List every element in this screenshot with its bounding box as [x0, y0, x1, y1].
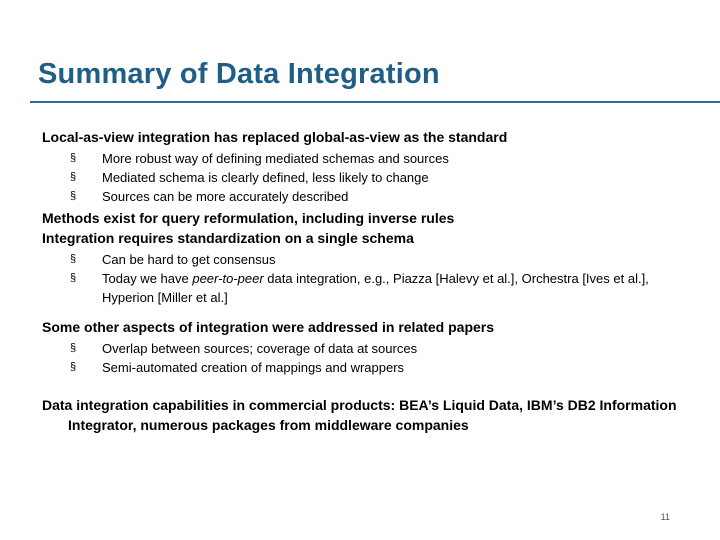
sub-list-1 [42, 149, 692, 206]
square-bullet-icon: § [69, 152, 77, 164]
square-bullet-icon: § [69, 253, 77, 265]
sub-item: § More robust way of defining mediated schemas and sources [66, 149, 692, 168]
peer-to-peer-emphasis: peer-to-peer [192, 271, 264, 286]
sub-item: § Semi-automated creation of mappings and wrappers [66, 358, 692, 377]
page-number: 11 [660, 512, 670, 522]
title-underline [30, 101, 720, 103]
point-commercial-products: Data integration capabilities in commercial products: BEA’s Liquid Data, IBM’s DB2 Information Integrator, numerous packages from middleware companies [42, 397, 677, 433]
square-bullet-icon: § [69, 190, 77, 202]
sub-item: § Mediated schema is clearly defined, less likely to change [66, 168, 692, 187]
point-query-reformulation: Methods exist for query reformulation, including inverse rules [42, 210, 455, 226]
point-other-aspects: Some other aspects of integration were addressed in related papers [42, 319, 495, 335]
sub-item: § Can be hard to get consensus [66, 250, 692, 269]
sub-list-2 [42, 250, 692, 307]
sub-list-3 [42, 339, 692, 377]
square-bullet-icon: § [69, 171, 77, 183]
sub-item: § Sources can be more accurately described [66, 187, 692, 206]
point-local-as-view: Local-as-view integration has replaced global-as-view as the standard [42, 129, 508, 145]
square-bullet-icon: § [69, 361, 77, 373]
square-bullet-icon: § [69, 342, 77, 354]
slide-title: Summary of Data Integration [38, 58, 440, 90]
sub-item: § Today we have peer-to-peer data integration, e.g., Piazza [Halevy et al.], Orchestra [Ives et al.], Hyperion [Miller et al.] [66, 269, 692, 307]
point-standardization: Integration requires standardization on a single schema [42, 230, 414, 246]
square-bullet-icon: § [69, 272, 77, 284]
slide-content [42, 127, 692, 435]
sub-item: § Overlap between sources; coverage of data at sources [66, 339, 692, 358]
